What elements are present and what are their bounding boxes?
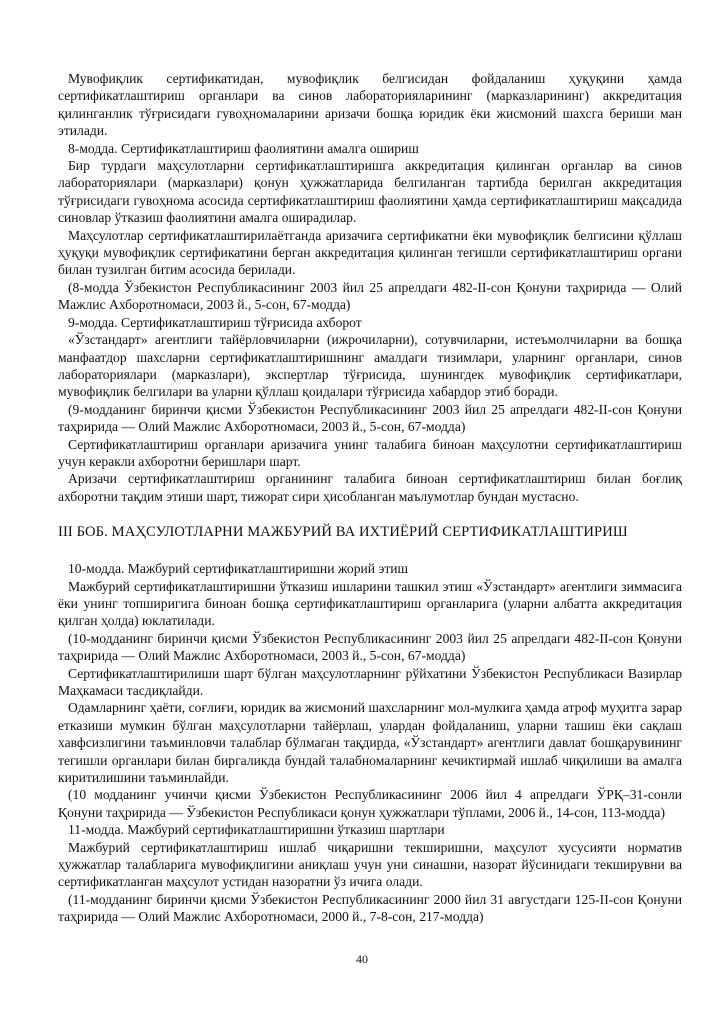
article-11-heading: 11-модда. Мажбурий сертификатлаштиришни ўтказиш шартлари [68, 822, 445, 838]
article-10-heading: 10-модда. Мажбурий сертификатлаштиришни жорий этиш [68, 561, 408, 577]
paragraph: Сертификатлаштириш органлари аризачига унинг талабига биноан маҳсулотни сертификатлаштириш учун керакли ахборотни беришлари шарт. [58, 436, 682, 469]
article-8-heading: 8-модда. Сертификатлаштириш фаолиятини амалга ошириш [68, 140, 419, 156]
amendment-note: (8-модда Ўзбекистон Республикасининг 2003 йил 25 апрелдаги 482-II-сон Қонуни таҳририда — Олий Мажлис Ахборотномаси, 2003 й., 5-сон, 67-модда) [58, 279, 682, 313]
amendment-note: (10 модданинг учинчи қисми Ўзбекистон Республикасининг 2006 йил 4 апрелдаги ЎРҚ–31-сонли Қонуни таҳририда — Ўзбекистон Республикаси қонун ҳужжатлари тўплами, 2006 й., 14-сон, 113-модда) [58, 787, 682, 820]
paragraph-article-7-restriction: Мувофиқлик сертификатидан, мувофиқлик белгисидан фойдаланиш ҳуқуқини ҳамда сертификатлаштириш органлари ва синов лабораторияларининг (марказларининг) аккредитация қилинганлик тўғрисидаги гувоҳномаларини аризачи бошқа юридик ёки жисмоний шахсга бериши ман этилади. [58, 71, 682, 139]
paragraph: Одамларнинг ҳаёти, соғлиғи, юридик ва жисмоний шахсларнинг мол-мулкига ҳамда атроф муҳитга зарар етказиши мумкин бўлган маҳсулотларни тайёрлаш, улардан фойдаланиш, уларни ташиш ёки сақлаш хавфсизлигини таъминловчи талаблар бўлмаган тақдирда, «Ўзстандарт» агентлиги давлат бошқарувининг тегишли органлари билан биргаликда бундай талабномаларнинг кечиктирмай ишлаб чиқилиши ва амалга киритилишини таъминлайди. [58, 700, 682, 786]
paragraph: Мажбурий сертификатлаштириш ишлаб чиқаришни текширишни, маҳсулот хусусияти норматив ҳужжатлар талабларига мувофиқлигини аниқлаш учун уни синашни, назорат йўсинидаги текширувни ва сертификатланган маҳсулот устидан назоратни ўз ичига олади. [58, 839, 682, 890]
paragraph: Мажбурий сертификатлаштиришни ўтказиш ишларини ташкил этиш «Ўзстандарт» агентлиги зиммасига ёки унинг топширигига биноан бошқа сертификатлаштириш органларига (уларни албатта аккредитация қилган ҳолда) юклатилади. [58, 578, 682, 629]
paragraph: Аризачи сертификатлаштириш органининг талабига биноан сертификатлаштириш билан боғлиқ ахборотни тақдим этиши шарт, тижорат сири ҳисобланган маълумотлар бундан мустасно. [58, 471, 682, 504]
amendment-note: (9-модданинг биринчи қисми Ўзбекистон Республикасининг 2003 йил 25 апрелдаги 482-II-сон Қонуни таҳририда — Олий Мажлис Ахборотномаси, 2003 й., 5-сон, 67-модда) [58, 401, 682, 435]
article-9-heading: 9-модда. Сертификатлаштириш тўғрисида ахборот [68, 314, 362, 330]
amendment-note: (11-модданинг биринчи қисми Ўзбекистон Республикасининг 2000 йил 31 августдаги 125-II-сон Қонуни таҳририда — Олий Мажлис Ахборотномаси, 2000 й., 7-8-сон, 217-модда) [58, 891, 682, 925]
page-content [58, 70, 682, 926]
amendment-note: (10-модданинг биринчи қисми Ўзбекистон Республикасининг 2003 йил 25 апрелдаги 482-II-сон Қонуни таҳририда — Олий Мажлис Ахборотномаси, 2003 й., 5-сон, 67-модда) [58, 630, 682, 664]
paragraph: Маҳсулотлар сертификатлаштирилаётганда аризачига сертификатни ёки мувофиқлик белгисини қўллаш ҳуқуқи мувофиқлик сертификатини берган аккредитация қилинган тегишли сертификатлаштириш органи билан тузилган битим асосида берилади. [58, 227, 682, 278]
paragraph: «Ўзстандарт» агентлиги тайёрловчиларни (ижрочиларни), сотувчиларни, истеъмолчиларни ва бошқа манфаатдор шахсларни сертификатлаштиришнинг амалдаги тизимлари, уларнинг органлари, синов лабораториялари (марказлари), экспертлар тўғрисида, шунингдек мувофиқлик сертификатлари, мувофиқлик белгилари ва уларни қўллаш қоидалари тўғрисида хабардор этиб боради. [58, 332, 682, 400]
page-number: 40 [356, 952, 368, 966]
chapter-3-title: III БОБ. МАҲСУЛОТЛАРНИ МАЖБУРИЙ ВА ИХТИЁРИЙ СЕРТИФИКАТЛАШТИРИШ [58, 524, 628, 541]
paragraph: Бир турдаги маҳсулотларни сертификатлаштиришга аккредитация қилинган органлар ва синов лабораториялари (марказлари) қонун ҳужжатларида белгиланган тартибда берилган аккредитация тўғрисидаги гувоҳнома асосида сертификатлаштириш фаолиятини ҳамда сертификатлаштириш мақсадида синовлар ўтказиш фаолиятини амалга оширадилар. [58, 158, 682, 226]
paragraph: Сертификатлаштирилиши шарт бўлган маҳсулотларнинг рўйхатини Ўзбекистон Республикаси Вазирлар Маҳкамаси тасдиқлайди. [58, 665, 682, 698]
